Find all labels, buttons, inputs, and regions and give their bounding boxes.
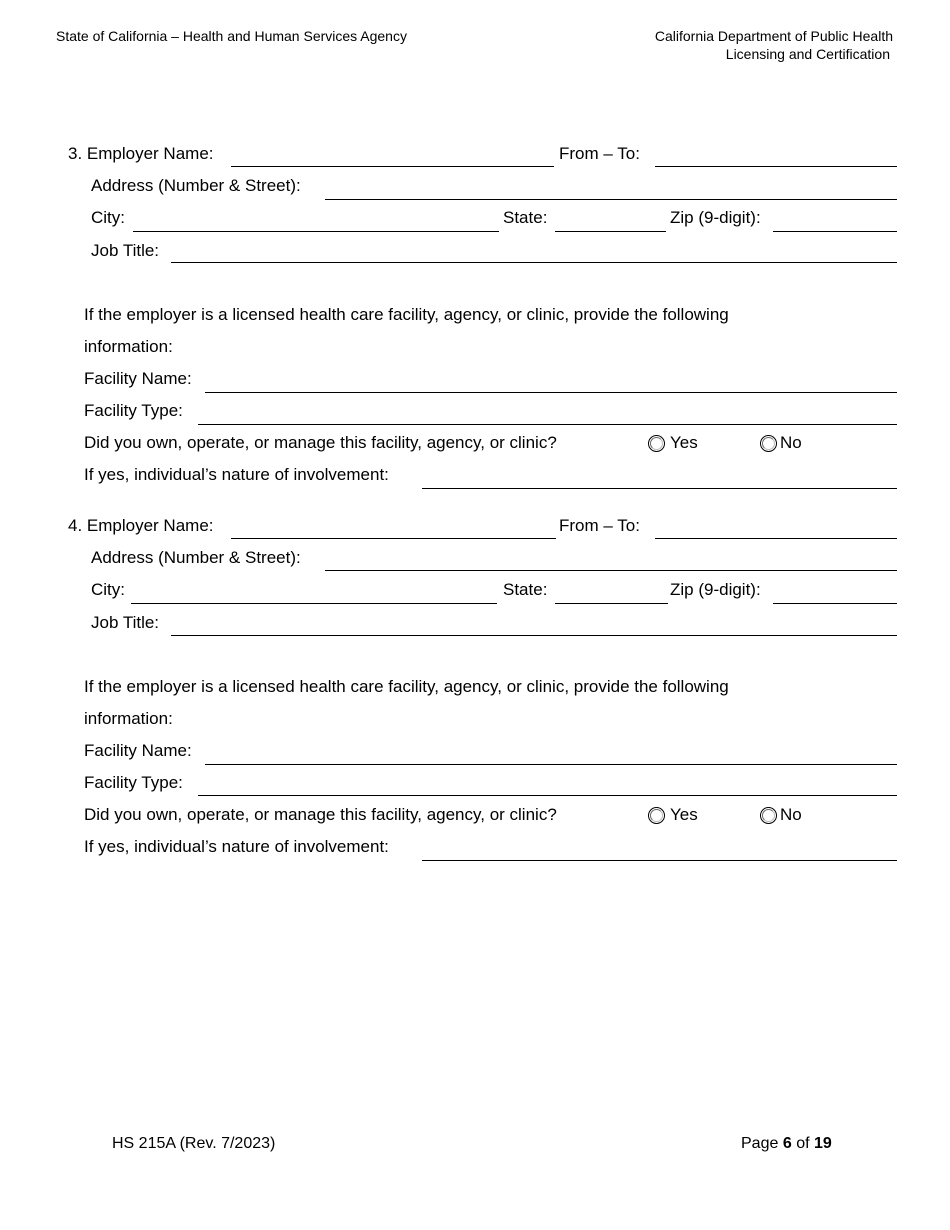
facility-intro-text-cont: information: [84,337,173,356]
city-label: City: [91,580,125,599]
job-title-field[interactable] [171,262,897,263]
header-division: Licensing and Certification [725,46,890,62]
city-field[interactable] [131,603,497,604]
from-to-label: From – To: [559,144,640,163]
no-label: No [780,433,802,452]
facility-intro-text: If the employer is a licensed health care facility, agency, or clinic, provide the following [84,677,729,696]
job-title-label: Job Title: [91,241,160,260]
yes-radio[interactable] [648,435,665,452]
page-prefix: Page [741,1135,779,1152]
own-operate-question: Did you own, operate, or manage this facility, agency, or clinic? [84,433,557,452]
own-operate-question: Did you own, operate, or manage this facility, agency, or clinic? [84,805,557,824]
facility-name-label: Facility Name: [84,741,192,760]
zip-field[interactable] [773,603,897,604]
city-field[interactable] [133,231,499,232]
employer-name-field[interactable] [231,538,556,539]
yes-label: Yes [670,433,698,452]
zip-field[interactable] [773,231,897,232]
facility-intro-text: If the employer is a licensed health care facility, agency, or clinic, provide the following [84,305,729,324]
city-label: City: [91,208,125,227]
facility-type-label: Facility Type: [84,773,183,792]
address-label: Address (Number & Street): [91,548,301,567]
facility-name-field[interactable] [205,764,897,765]
yes-radio[interactable] [648,807,665,824]
employer-name-field[interactable] [231,166,554,167]
header-department: California Department of Public Health [654,28,893,44]
yes-label: Yes [670,805,698,824]
no-radio[interactable] [760,435,777,452]
facility-type-field[interactable] [198,795,897,796]
involvement-label: If yes, individual’s nature of involvement: [84,465,389,484]
facility-type-field[interactable] [198,424,897,425]
involvement-label: If yes, individual’s nature of involvement: [84,837,389,856]
state-label: State: [503,208,548,227]
facility-name-field[interactable] [205,392,897,393]
page-total: 19 [813,1135,832,1152]
state-field[interactable] [555,603,668,604]
no-label: No [780,805,802,824]
form-id: HS 215A (Rev. 7/2023) [112,1135,276,1152]
from-to-field[interactable] [655,538,897,539]
page-current: 6 [782,1135,792,1152]
address-label: Address (Number & Street): [91,176,301,195]
facility-intro-text-cont: information: [84,709,173,728]
zip-label: Zip (9-digit): [670,580,761,599]
address-field[interactable] [325,570,897,571]
state-label: State: [503,580,548,599]
page-of: of [796,1135,810,1152]
no-radio[interactable] [760,807,777,824]
state-field[interactable] [555,231,666,232]
zip-label: Zip (9-digit): [670,208,761,227]
job-title-field[interactable] [171,635,897,636]
from-to-label: From – To: [559,516,640,535]
address-field[interactable] [325,199,897,200]
involvement-field[interactable] [422,860,897,861]
job-title-label: Job Title: [91,613,160,632]
facility-type-label: Facility Type: [84,401,183,420]
employer-name-label: 4. Employer Name: [68,516,214,535]
header-agency: State of California – Health and Human Services Agency [56,28,407,44]
page-number [741,1135,832,1153]
from-to-field[interactable] [655,166,897,167]
employer-name-label: 3. Employer Name: [68,144,214,163]
involvement-field[interactable] [422,488,897,489]
facility-name-label: Facility Name: [84,369,192,388]
